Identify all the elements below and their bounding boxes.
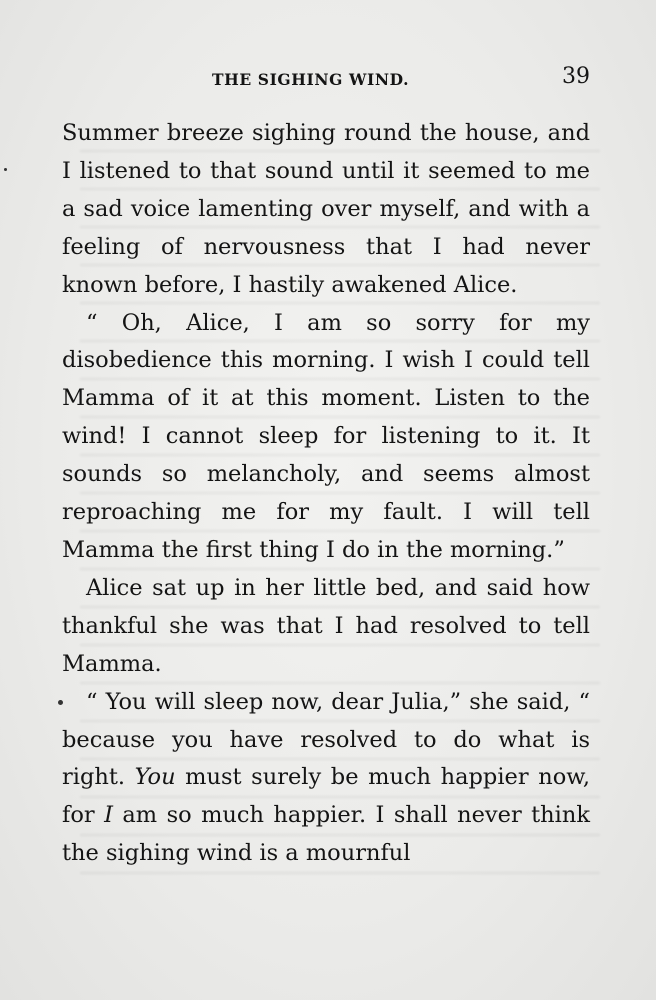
text-segment: “ Oh, Alice, I am so sorry for my disobedience this morning. I wish I could tell Mamma of it at this moment. Listen to the wind! I cannot sleep for listening to it. It sounds so melancholy, and seems almost reproaching me for my fault. I will tell Mamma the first thing I do in the morning.”	[62, 309, 590, 563]
paragraph	[62, 305, 590, 570]
paragraph	[62, 115, 590, 305]
italic-text: I	[104, 802, 113, 829]
text-segment: Summer breeze sighing round the house, and I listened to that sound until it seemed to me a sad voice lamenting over myself, and with a feeling of nervousness that I had never known before, I hastily awakened Alice.	[62, 120, 590, 298]
paragraph	[62, 684, 590, 874]
text-segment: am so much happier. I shall never think the sighing wind is a mournful	[62, 802, 590, 867]
ink-speck	[4, 168, 7, 171]
italic-text: You	[134, 764, 176, 791]
text-segment: must surely be much happier now, for	[62, 764, 590, 829]
page-number: 39	[562, 64, 590, 89]
body-text	[62, 115, 590, 873]
paragraph	[62, 570, 590, 684]
running-title: THE SIGHING WIND.	[212, 70, 410, 89]
text-segment: Alice sat up in her little bed, and said how thankful she was that I had resolved to tell Mamma.	[62, 574, 590, 677]
page-header	[62, 62, 590, 96]
text-segment: “ You will sleep now, dear Julia,” she said, “ because you have resolved to do what is right.	[62, 688, 590, 791]
